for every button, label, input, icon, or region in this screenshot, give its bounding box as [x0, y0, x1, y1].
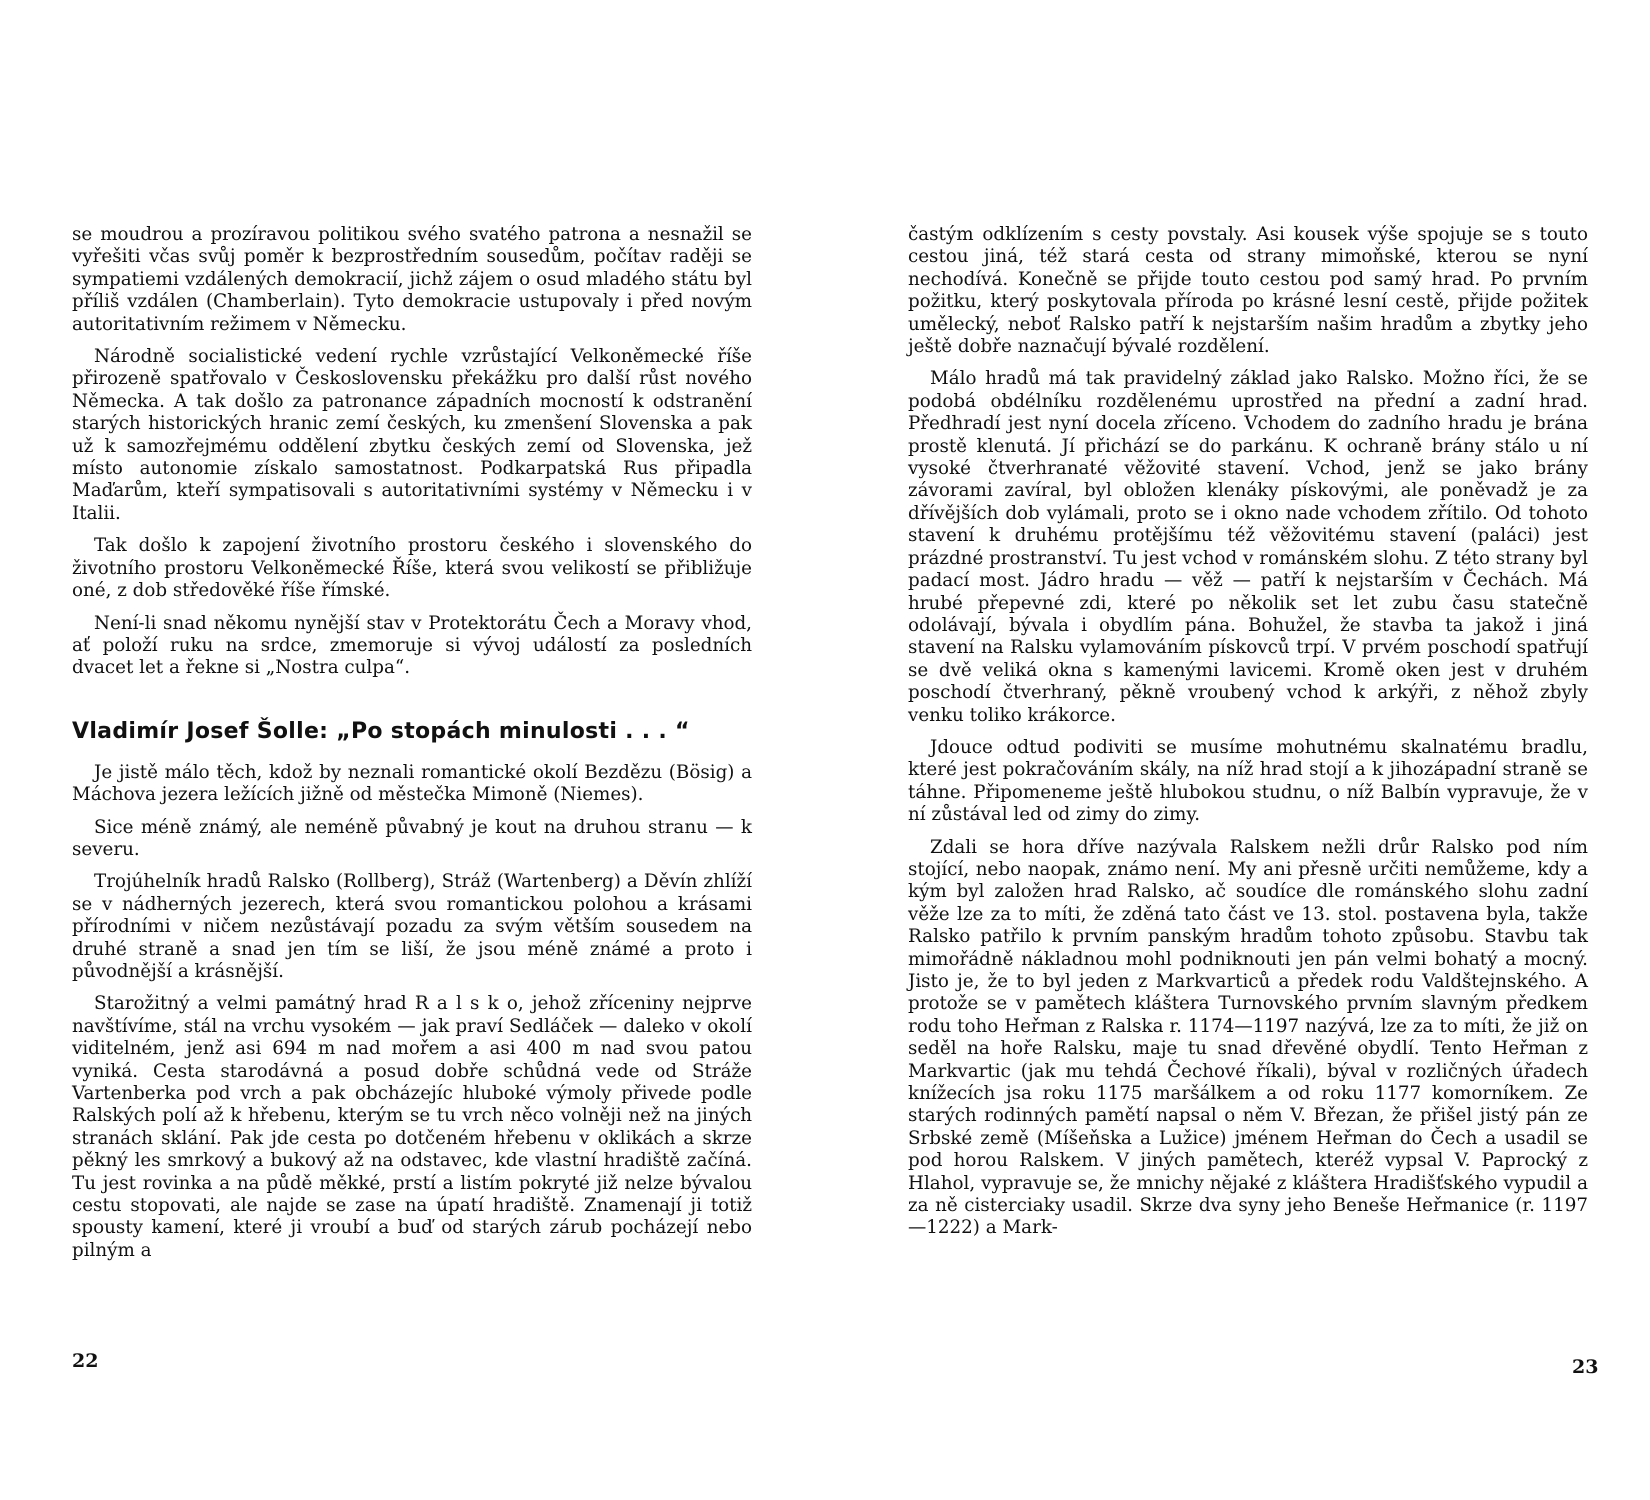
right-paragraph-3: Jdouce odtud podiviti se musíme mohutnému skalnatému bradlu, které jest pokračováním skály, na níž hrad stojí a k jihozápadní straně se táhne. Připomeneme ještě hlubokou studnu, o níž Balbín vypravuje, že v ní zůstával led od zimy do zimy.	[908, 736, 1588, 826]
left-paragraph-7: Trojúhelník hradů Ralsko (Rollberg), Stráž (Wartenberg) a Děvín zhlíží se v nádherných jezerech, která svou romantickou polohou a krásami přírodními v ničem nezůstávají pozadu za svým větším sousedem na druhé straně a snad jen tím se liší, že jsou méně známé a proto i původnější a krásnější.	[72, 871, 752, 982]
right-page	[908, 224, 1588, 1250]
left-paragraph-5: Je jistě málo těch, kdož by neznali romantické okolí Bezdězu (Bösig) a Máchova jezera ležících jižně od městečka Mimoně (Niemes).	[72, 761, 752, 806]
right-paragraph-1: častým odklízením s cesty povstaly. Asi kousek výše spojuje se s touto cestou jiná, též stará cesta od strany mimoňské, kterou se nyní nechodívá. Konečně se přijde touto cestou pod samý hrad. Po prvním požitku, který poskytovala příroda po krásné lesní cestě, přijde požitek umělecký, neboť Ralsko patří k nejstarším našim hradům a zbytky jeho ještě dobře naznačují bývalé rozdělení.	[908, 224, 1588, 358]
left-paragraph-8: Starožitný a velmi památný hrad R a l s k o, jehož zříceniny nejprve navštívíme, stál na vrchu vysokém — jak praví Sedláček — daleko v okolí viditelném, jenž asi 694 m nad mořem a asi 400 m nad svou patou vyniká. Cesta starodávná a posud dobře schůdná vede od Stráže Vartenberka pod vrch a pak obcházejíc hluboké výmoly přivede podle Ralských polí až k hřebenu, kterým se tu vrch něco volněji než na jiných stranách sklání. Pak jde cesta po dotčeném hřebenu v oklikách a skrze pěkný les smrkový a bukový až na odstavec, kde vlastní hradiště začíná. Tu jest rovinka a na půdě měkké, prstí a listím pokryté již nelze bývalou cestu stopovati, ale najde se zase na úpatí hradiště. Znamenají ji totiž spousty kamení, které ji vroubí a buď od starých zárub pocházejí nebo pilným a	[72, 993, 752, 1261]
article-heading: Vladimír Josef Šolle: „Po stopách minulosti . . . “	[72, 718, 690, 744]
left-page	[72, 224, 752, 1272]
left-paragraph-4: Není-li snad někomu nynější stav v Protektorátu Čech a Moravy vhod, ať položí ruku na srdce, zmemoruje si vývoj událostí za posledních dvacet let a řekne si „Nostra culpa“.	[72, 612, 752, 679]
left-paragraph-3: Tak došlo k zapojení životního prostoru českého i slovenského do životního prostoru Velkoněmecké Říše, která svou velikostí se přibližuje oné, z dob středověké říše římské.	[72, 535, 752, 602]
left-paragraph-6: Sice méně známý, ale neméně půvabný je kout na druhou stranu — k severu.	[72, 816, 752, 860]
right-paragraph-2: Málo hradů má tak pravidelný základ jako Ralsko. Možno říci, že se podobá obdélníku rozdělenému uprostřed na přední a zadní hrad. Předhradí jest nyní docela zříceno. Vchodem do zadního hradu je brána prostě klenutá. Jí přichází se do parkánu. K ochraně brány stálo u ní vysoké čtverhranaté věžovité stavení. Vchod, jenž se jako brány závorami zavíral, byl obložen klenáky pískovými, ale poněvadž je za dřívějších dob vylámali, proto se i okno nade vchodem zřítilo. Od tohoto stavení k druhému protějšímu též věžovitému stavení (paláci) jest prázdné prostranství. Tu jest vchod v románském slohu. Z této strany byl padací most. Jádro hradu — věž — patří k nejstarším v Čechách. Má hrubé přepevné zdi, které po několik set let zubu času statečně odolávají, bývala i obydlím pána. Bohužel, že stavba ta jakož i jiná stavení na Ralsku vylamováním pískovců trpí. V prvém poschodí spatřují se dvě veliká okna s kamenými lavicemi. Kromě oken jest v druhém poschodí čtverhraný, pěkně vroubený vchod k arkýři, z něhož zbyly venku toliko krákorce.	[908, 368, 1588, 726]
page-number-left: 22	[72, 1350, 99, 1372]
left-paragraph-1: se moudrou a prozíravou politikou svého svatého patrona a nesnažil se vyřešiti včas svůj poměr k bezprostředním sousedům, počítav raději se sympatiemi vzdálených demokracií, jichž zájem o osud mladého státu byl příliš vzdálen (Chamberlain). Tyto demokracie ustupovaly i před novým autoritativním režimem v Německu.	[72, 224, 752, 335]
page-number-right: 23	[1572, 1356, 1599, 1378]
left-paragraph-2: Národně socialistické vedení rychle vzrůstající Velkoněmecké říše přirozeně spatřovalo v Československu překážku pro další růst nového Německa. A tak došlo za patronance západních mocností k odstranění starých historických hranic zemí českých, ku zmenšení Slovenska a pak už k samozřejmému oddělení zbytku českých zemí od Slovenska, jež místo autonomie získalo samostatnost. Podkarpatská Rus připadla Maďarům, kteří sympatisovali s autoritativními systémy v Německu i v Italii.	[72, 346, 752, 524]
right-paragraph-4: Zdali se hora dříve nazývala Ralskem nežli drůr Ralsko pod ním stojící, nebo naopak, známo není. My ani přesně určiti nemůžeme, kdy a kým byl založen hrad Ralsko, ač soudíce dle románského slohu zadní věže lze za to míti, že zděná tato část ve 13. stol. postavena byla, takže Ralsko patřilo k prvním panským hradům tohoto způsobu. Stavbu tak mimořádně nákladnou mohl podniknouti jen pán velmi bohatý a mocný. Jisto je, že to byl jeden z Markvarticů a předek rodu Valdštejnského. A protože se v pamětech kláštera Turnovského prvním slavným předkem rodu toho Heřman z Ralska r. 1174—1197 nazývá, lze za to míti, že již on seděl na hoře Ralsku, maje tu snad dřevěné obydlí. Tento Heřman z Markvartic (jak mu tehdá Čechové říkali), býval v rozličných úřadech knížecích jsa roku 1175 maršálkem a od roku 1177 komorníkem. Ze starých rodinných pamětí napsal o něm V. Březan, že přišel jistý pán ze Srbské země (Míšeňska a Lužice) jménem Heřman do Čech a usadil se pod horou Ralskem. V jiných pamětech, kteréž vypsal V. Paprocký z Hlahol, vypravuje se, že mnichy nějaké z kláštera Hradišťského vypudil a za ně cisterciaky usadil. Skrze dva syny jeho Beneše Heřmanice (r. 1197—1222) a Mark-	[908, 836, 1588, 1239]
